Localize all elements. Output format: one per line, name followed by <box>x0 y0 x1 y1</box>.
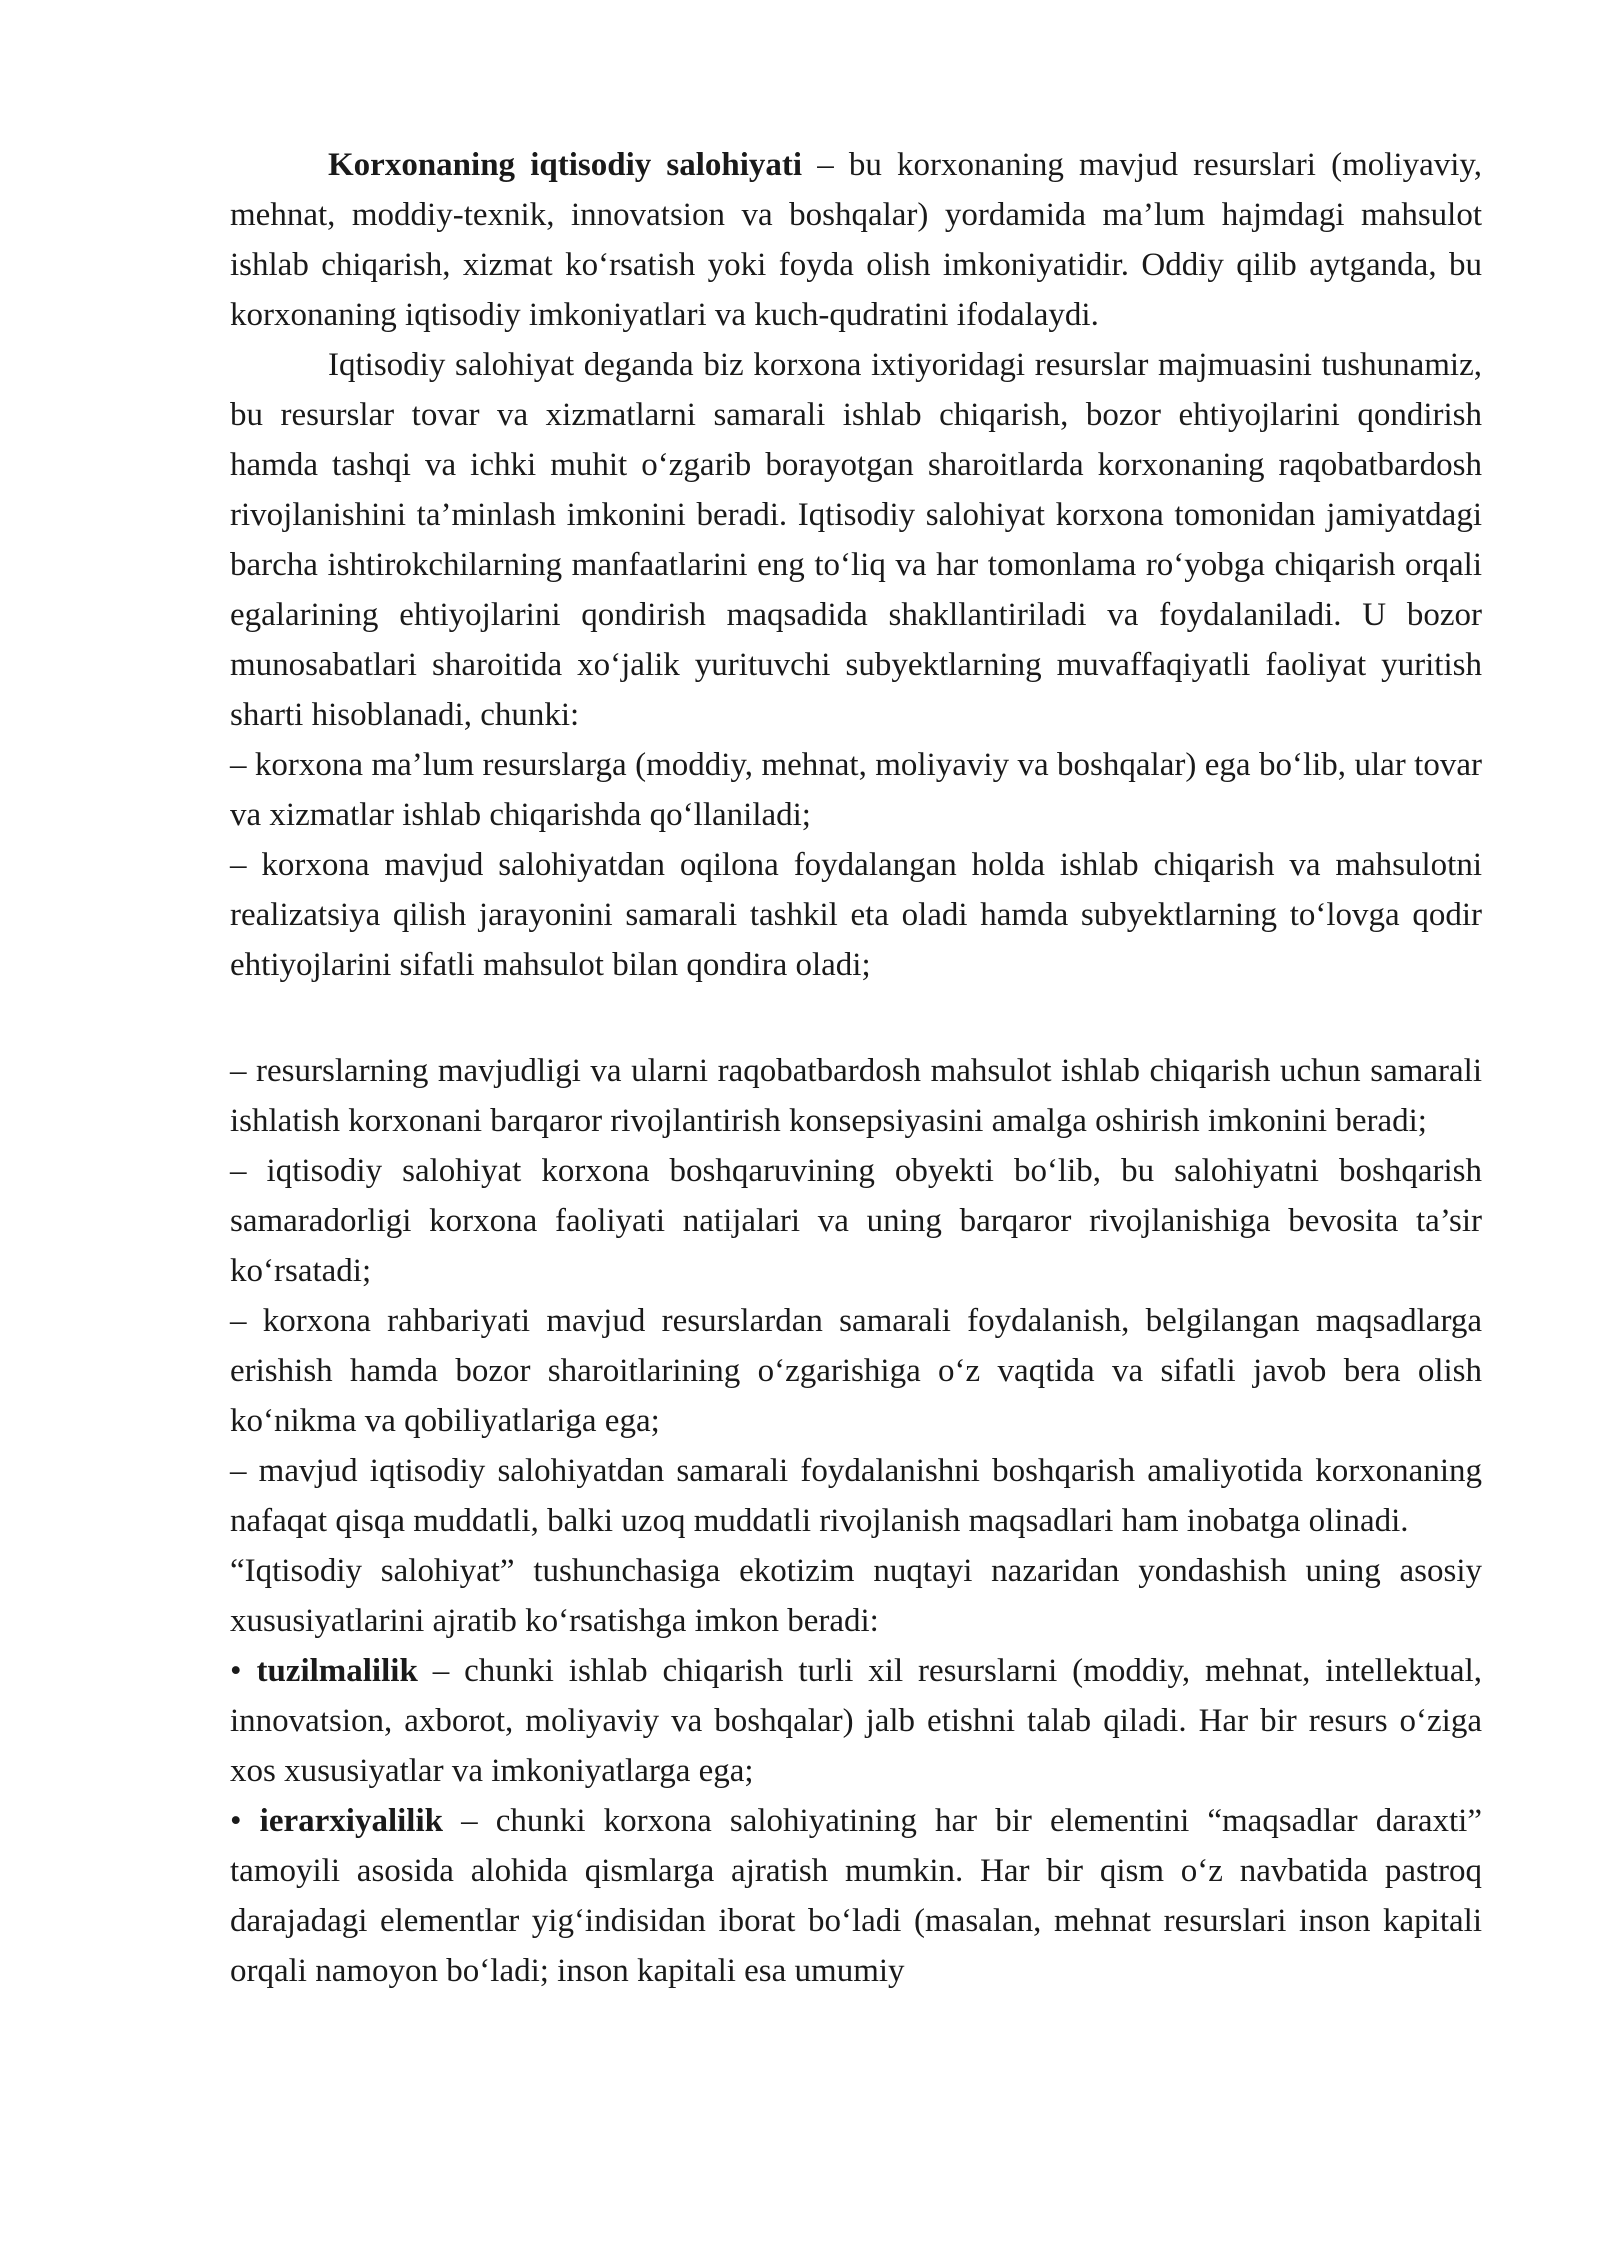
body-paragraph: Iqtisodiy salohiyat deganda biz korxona ixtiyoridagi resurslar majmuasini tushunamiz, bu resurslar tovar va xizmatlarni samarali ishlab chiqarish, bozor ehtiyojlarini qondirish hamda tashqi va ichki muhit o‘zgarib borayotgan sharoitlarda korxonaning raqobatbardosh rivojlanishini ta’minlash imkonini beradi. Iqtisodiy salohiyat korxona tomonidan jamiyatdagi barcha ishtirokchilarning manfaatlarini eng to‘liq va har tomonlama ro‘yobga chiqarish orqali egalarining ehtiyojlarini qondirish maqsadida shakllantiriladi va foydalaniladi. U bozor munosabatlari sharoitida xo‘jalik yurituvchi subyektlarning muvaffaqiyatli faoliyat yuritish sharti hisoblanadi, chunki: <box>230 347 1482 733</box>
dash-item-2: – korxona mavjud salohiyatdan oqilona foydalangan holda ishlab chiqarish va mahsulotni realizatsiya qilish jarayonini samarali tashkil eta oladi hamda subyektlarning to‘lovga qodir ehtiyojlarini sifatli mahsulot bilan qondira oladi; <box>230 847 1482 983</box>
dash-item-6: – mavjud iqtisodiy salohiyatdan samarali foydalanishni boshqarish amaliyotida korxonaning nafaqat qisqa muddatli, balki uzoq muddatli rivojlanish maqsadlari ham inobatga olinadi. <box>230 1453 1482 1539</box>
bullet-term: ierarxiyalilik <box>259 1803 443 1839</box>
bullet-text: – chunki korxona salohiyatining har bir elementini “maqsadlar daraxti” tamoyili asosida alohida qismlarga ajratish mumkin. Har bir qism o‘z navbatida pastroq darajadagi elementlar yig‘indisidan iborat bo‘ladi (masalan, mehnat resurslari inson kapitali orqali namoyon bo‘ladi; inson kapitali esa umumiy <box>230 1803 1482 1989</box>
definition-text: – bu korxonaning mavjud resurslari (moliyaviy, mehnat, moddiy-texnik, innovatsion va boshqalar) yordamida ma’lum hajmdagi mahsulot ishlab chiqarish, xizmat ko‘rsatish yoki foyda olish imkoniyatidir. Oddiy qilib aytganda, bu korxonaning iqtisodiy imkoniyatlari va kuch-qudratini ifodalaydi. <box>230 147 1482 333</box>
bullet-item-hierarchy <box>230 1796 1482 1996</box>
dash-item-1: – korxona ma’lum resurslarga (moddiy, mehnat, moliyaviy va boshqalar) ega bo‘lib, ular tovar va xizmatlar ishlab chiqarishda qo‘llaniladi; <box>230 747 1482 833</box>
ecosystem-intro-paragraph: “Iqtisodiy salohiyat” tushunchasiga ekotizim nuqtayi nazaridan yondashish uning asosiy xususiyatlarini ajratib ko‘rsatishga imkon beradi: <box>230 1553 1482 1639</box>
dash-item-5: – korxona rahbariyati mavjud resurslardan samarali foydalanish, belgilangan maqsadlarga erishish hamda bozor sharoitlarining o‘zgarishiga o‘z vaqtida va sifatli javob bera olish ko‘nikma va qobiliyatlariga ega; <box>230 1303 1482 1439</box>
dash-item-4: – iqtisodiy salohiyat korxona boshqaruvining obyekti bo‘lib, bu salohiyatni boshqarish samaradorligi korxona faoliyati natijalari va uning barqaror rivojlanishiga bevosita ta’sir ko‘rsatadi; <box>230 1153 1482 1289</box>
document-page <box>230 140 1482 1996</box>
definition-term: Korxonaning iqtisodiy salohiyati <box>328 147 803 183</box>
definition-paragraph <box>230 140 1482 340</box>
bullet-icon: • <box>230 1803 260 1839</box>
bullet-term: tuzilmalilik <box>256 1653 418 1689</box>
bullet-icon: • <box>230 1653 257 1689</box>
paragraph-gap <box>230 990 1482 1046</box>
bullet-text: – chunki ishlab chiqarish turli xil resurslarni (moddiy, mehnat, intellektual, innovatsion, axborot, moliyaviy va boshqalar) jalb etishni talab qiladi. Har bir resurs o‘ziga xos xususiyatlar va imkoniyatlarga ega; <box>230 1653 1482 1789</box>
bullet-item-structure <box>230 1646 1482 1796</box>
dash-item-3: – resurslarning mavjudligi va ularni raqobatbardosh mahsulot ishlab chiqarish uchun samarali ishlatish korxonani barqaror rivojlantirish konsepsiyasini amalga oshirish imkonini beradi; <box>230 1053 1482 1139</box>
